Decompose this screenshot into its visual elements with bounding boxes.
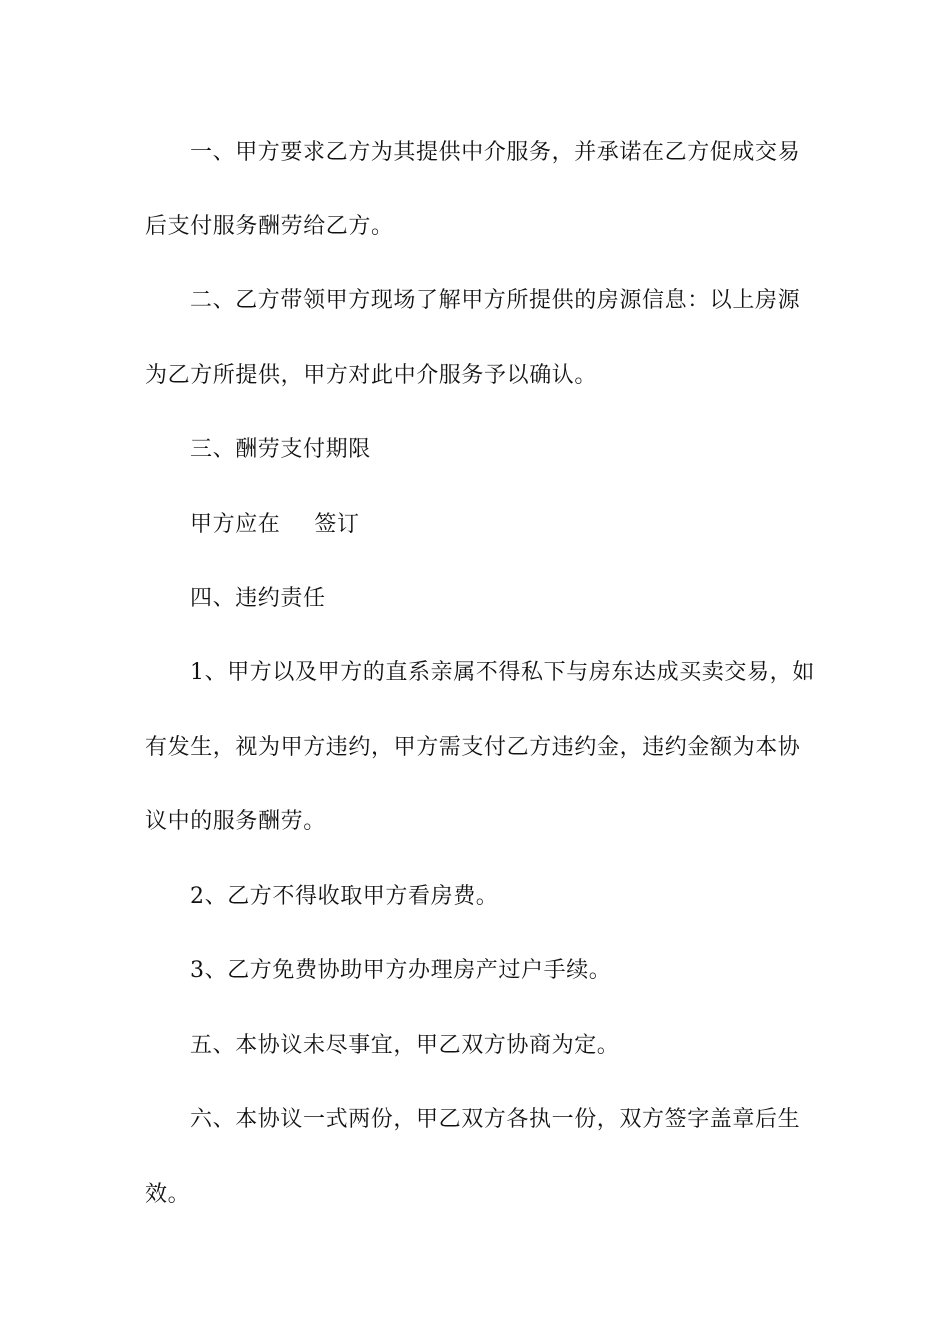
clause-6-line-1: 六、本协议一式两份，甲乙双方各执一份，双方签字盖章后生: [190, 1107, 801, 1132]
clause-4-item-3: 3、乙方免费协助甲方办理房产过户手续。: [190, 958, 612, 983]
payment-deadline-text-a: 甲方应在: [190, 512, 281, 537]
clause-4-heading: 四、违约责任: [190, 586, 326, 611]
clause-2-line-2: 为乙方所提供，甲方对此中介服务予以确认。: [145, 363, 598, 388]
payment-deadline-text-b: 签订: [314, 512, 360, 537]
clause-1-line-2: 后支付服务酬劳给乙方。: [145, 214, 394, 239]
clause-1-line-1: 一、甲方要求乙方为其提供中介服务，并承诺在乙方促成交易: [190, 140, 801, 165]
payment-deadline-line: [190, 510, 360, 540]
clause-3-heading: 三、酬劳支付期限: [190, 437, 371, 462]
clause-6-line-2: 效。: [145, 1182, 191, 1207]
clause-5: 五、本协议未尽事宜，甲乙双方协商为定。: [190, 1033, 620, 1058]
clause-2-line-1: 二、乙方带领甲方现场了解甲方所提供的房源信息：以上房源: [190, 288, 801, 313]
clause-4-item-1-line-2: 有发生，视为甲方违约，甲方需支付乙方违约金，违约金额为本协: [145, 735, 801, 760]
clause-4-item-2: 2、乙方不得收取甲方看房费。: [190, 884, 499, 909]
clause-4-item-1-line-1: 1、甲方以及甲方的直系亲属不得私下与房东达成买卖交易，如: [190, 660, 815, 685]
clause-4-item-1-line-3: 议中的服务酬劳。: [145, 809, 326, 834]
